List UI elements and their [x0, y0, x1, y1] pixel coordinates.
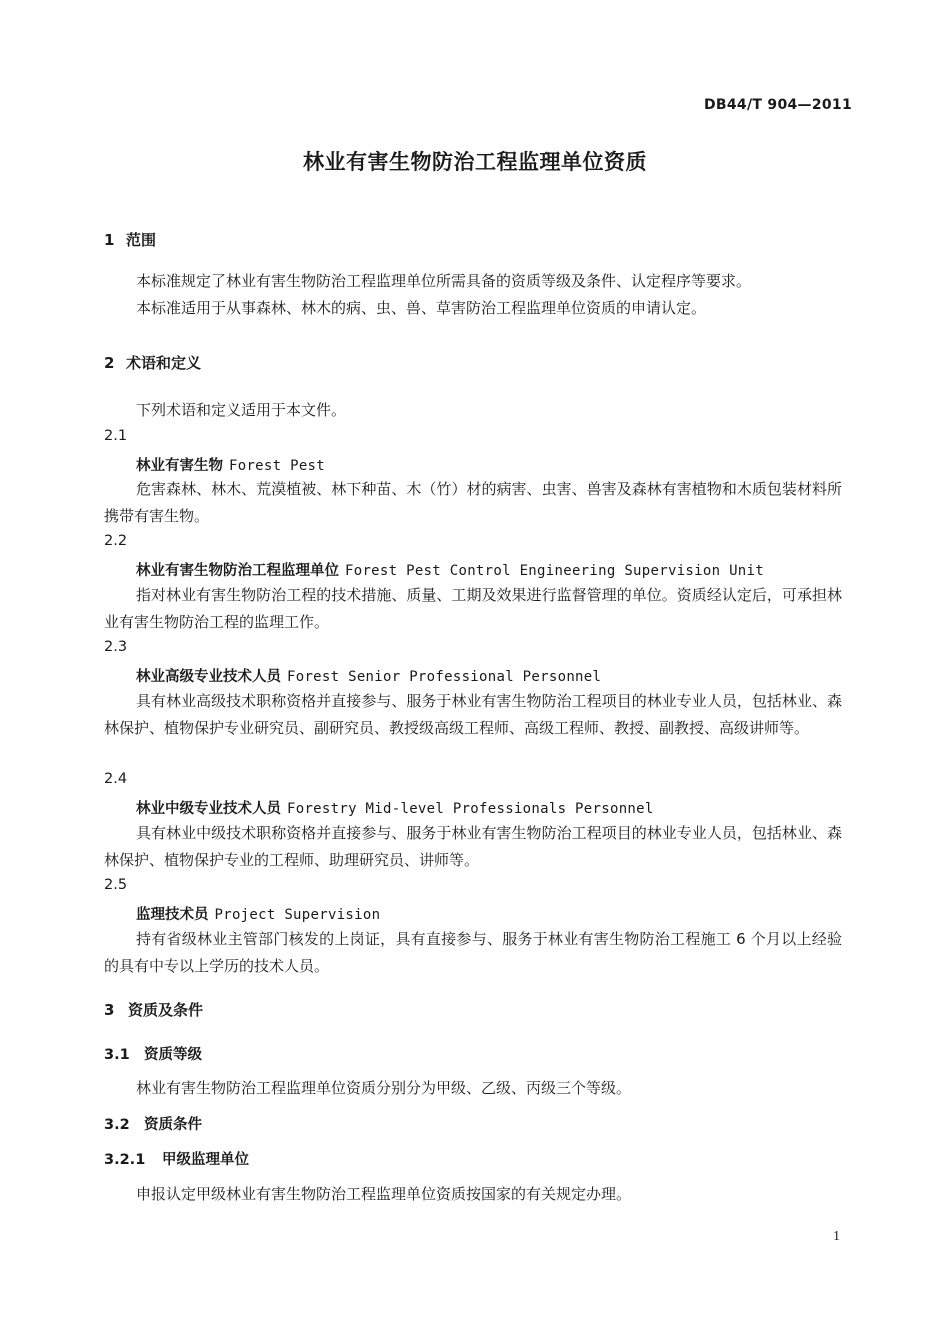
section-3-heading: [104, 999, 203, 1020]
term-number: 2.2: [104, 533, 128, 549]
term-heading: [136, 797, 654, 818]
term-heading: [136, 665, 601, 686]
section-title: 甲级监理单位: [162, 1152, 249, 1168]
section-title: 范围: [126, 231, 157, 249]
term-number: 2.1: [104, 428, 128, 444]
term-definition: 具有林业中级技术职称资格并直接参与、服务于林业有害生物防治工程项目的林业专业人员，包括林业、森林保护、植物保护专业的工程师、助理研究员、讲师等。: [104, 824, 842, 869]
term-number: 2.3: [104, 639, 128, 655]
section-1-paragraph-2: 本标准适用于从事森林、林木的病、虫、兽、草害防治工程监理单位资质的申请认定。: [136, 299, 707, 317]
section-title: 术语和定义: [126, 354, 202, 372]
section-title: 资质及条件: [128, 1001, 204, 1019]
subsection-3-2-heading: [104, 1113, 202, 1134]
term-name-zh: 林业高级专业技术人员: [136, 669, 281, 685]
subsection-3-1-heading: [104, 1043, 202, 1064]
term-heading: [136, 903, 380, 924]
term-name-en: Project Supervision: [214, 907, 381, 923]
section-number: 3.2: [104, 1117, 130, 1133]
section-2-heading: [104, 352, 201, 373]
term-name-zh: 林业有害生物防治工程监理单位: [136, 563, 339, 579]
term-definition: 具有林业高级技术职称资格并直接参与、服务于林业有害生物防治工程项目的林业专业人员，包括林业、森林保护、植物保护专业研究员、副研究员、教授级高级工程师、高级工程师、教授、副教授、高级讲师等。: [104, 692, 842, 737]
section-title: 资质条件: [144, 1117, 202, 1133]
term-definition: 指对林业有害生物防治工程的技术措施、质量、工期及效果进行监督管理的单位。资质经认定后，可承担林业有害生物防治工程的监理工作。: [104, 586, 842, 631]
section-number: 3: [104, 1001, 115, 1019]
term-name-zh: 林业有害生物: [136, 458, 223, 474]
term-heading: [136, 559, 764, 580]
term-name-en: Forest Senior Professional Personnel: [287, 669, 602, 685]
term-name-en: Forestry Mid-level Professionals Personnel: [287, 801, 654, 817]
page-title: 林业有害生物防治工程监理单位资质: [303, 150, 647, 174]
term-heading: [136, 454, 325, 475]
subsection-3-2-1-heading: [104, 1148, 249, 1169]
term-definition: 危害森林、林木、荒漠植被、林下种苗、木（竹）材的病害、虫害、兽害及森林有害植物和木质包装材料所携带有害生物。: [104, 480, 842, 525]
section-number: 3.1: [104, 1047, 130, 1063]
section-number: 2: [104, 354, 115, 372]
section-1-paragraph-1: 本标准规定了林业有害生物防治工程监理单位所需具备的资质等级及条件、认定程序等要求。: [136, 272, 752, 290]
page-number: 1: [833, 1229, 840, 1244]
term-number: 2.5: [104, 877, 128, 893]
section-2-intro: 下列术语和定义适用于本文件。: [136, 401, 347, 419]
subsection-3-2-1-paragraph: 申报认定甲级林业有害生物防治工程监理单位资质按国家的有关规定办理。: [136, 1185, 632, 1203]
term-definition: 持有省级林业主管部门核发的上岗证，具有直接参与、服务于林业有害生物防治工程施工 6 个月以上经验的具有中专以上学历的技术人员。: [104, 930, 842, 975]
subsection-3-1-paragraph: 林业有害生物防治工程监理单位资质分别分为甲级、乙级、丙级三个等级。: [136, 1079, 632, 1097]
term-name-zh: 林业中级专业技术人员: [136, 801, 281, 817]
section-1-heading: [104, 229, 156, 250]
section-number: 1: [104, 231, 115, 249]
term-name-zh: 监理技术员: [136, 907, 209, 923]
section-title: 资质等级: [144, 1047, 202, 1063]
standard-code: DB44/T 904—2011: [704, 97, 852, 113]
term-number: 2.4: [104, 771, 128, 787]
term-name-en: Forest Pest Control Engineering Supervision Unit: [345, 563, 764, 579]
term-name-en: Forest Pest: [229, 458, 326, 474]
section-number: 3.2.1: [104, 1152, 146, 1168]
